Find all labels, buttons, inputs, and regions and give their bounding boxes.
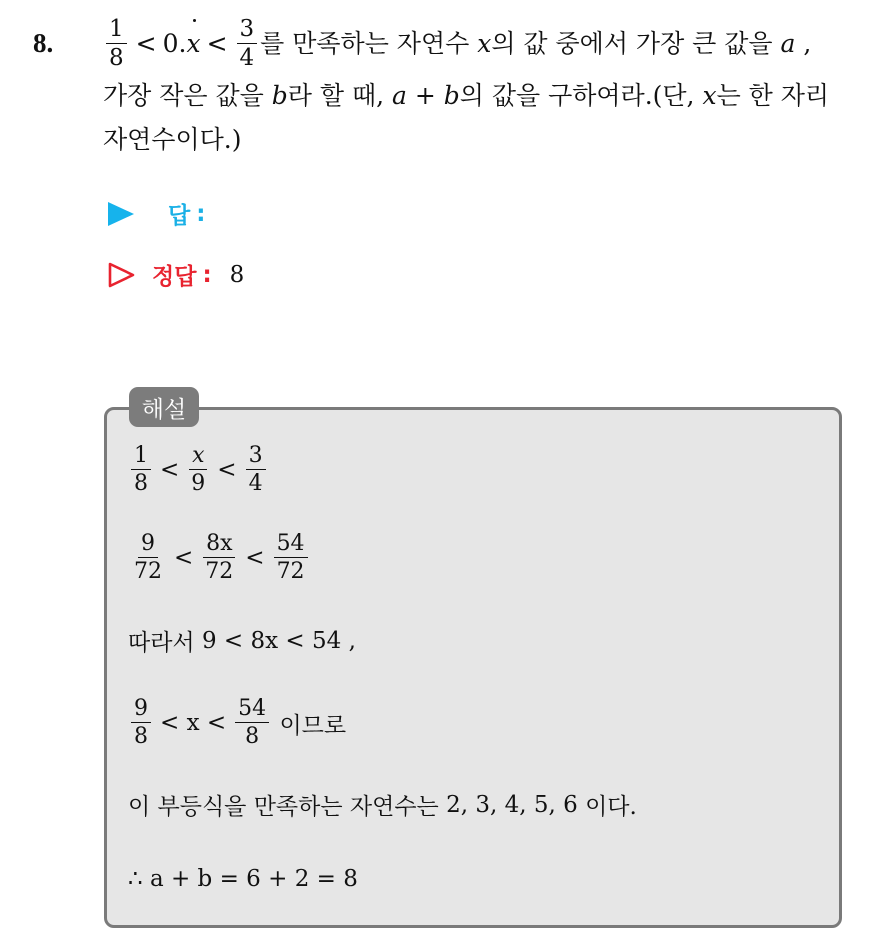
less-than-sign: < (174, 545, 194, 572)
correct-answer-label: 정답 (152, 264, 197, 290)
question-line-2 (103, 74, 863, 118)
fraction (235, 697, 269, 749)
fraction-numerator: 1 (106, 17, 127, 44)
solution-text: 따라서 (128, 630, 195, 656)
less-than-sign: < (160, 457, 180, 484)
fraction-denominator: 8 (109, 45, 124, 71)
solution-text: 이다. (585, 794, 637, 820)
correct-answer-value: 8 (229, 261, 245, 288)
less-than-sign: < (135, 29, 157, 58)
fraction (131, 444, 151, 496)
fraction-numerator: 9 (131, 697, 151, 723)
question-text-segment: 라 할 때, (287, 81, 385, 110)
fraction-numerator: 54 (235, 697, 269, 723)
inequality: 9 < 8x < 54 , (201, 627, 356, 654)
fraction-denominator: 72 (276, 559, 305, 585)
variable-a: a (780, 29, 796, 58)
fraction (188, 444, 208, 496)
fraction-denominator: 8 (134, 471, 148, 497)
correct-answer-colon: : (202, 261, 212, 288)
fraction-numerator: 3 (237, 17, 258, 44)
fraction-denominator: 8 (245, 724, 260, 750)
solution-conclusion: ∴ a + b = 6 + 2 = 8 (128, 866, 358, 892)
less-than-sign: < (217, 457, 237, 484)
less-than-sign: < (245, 545, 265, 572)
fraction-3-4 (237, 17, 258, 72)
question-number: 8. (33, 28, 54, 58)
fraction (131, 532, 165, 584)
fraction-numerator: x (189, 444, 207, 470)
fraction-1-8 (106, 17, 127, 72)
solution-step-3 (128, 624, 356, 657)
variable-b: b (271, 81, 288, 110)
question-text-segment: 를 만족하는 자연수 (260, 29, 470, 58)
question-text-segment: 의 값 중에서 가장 큰 값을 (491, 29, 773, 58)
fraction (246, 444, 266, 496)
play-triangle-icon (108, 202, 134, 226)
fraction-numerator: 8x (203, 532, 235, 558)
correct-answer-row (108, 258, 244, 291)
fraction (274, 532, 308, 584)
fraction-numerator: 3 (246, 444, 266, 470)
fraction-numerator: 9 (138, 532, 158, 558)
repeating-decimal-x: x (186, 22, 200, 66)
fraction-denominator: 9 (191, 471, 206, 497)
variable-x: x (702, 81, 717, 110)
answer-label: 답 (168, 203, 191, 229)
fraction-denominator: 8 (134, 724, 148, 750)
less-than-sign: < (206, 29, 228, 58)
fraction-denominator: 4 (239, 45, 255, 71)
fraction (202, 532, 236, 584)
fraction-denominator: 4 (248, 471, 263, 497)
fraction-numerator: 1 (131, 444, 151, 470)
answer-colon: : (196, 200, 206, 227)
solution-step-5 (128, 788, 637, 821)
solution-step-1 (128, 444, 269, 496)
solution-text: 이므로 (279, 712, 347, 739)
question-line-3: 자연수이다.) (103, 125, 242, 154)
fraction-denominator: 72 (205, 559, 234, 585)
comma: , (803, 29, 812, 58)
outline-triangle-icon (108, 262, 136, 288)
solution-tab-label: 해설 (129, 387, 199, 427)
inequality-middle: < x < (160, 710, 227, 737)
fraction (131, 697, 151, 749)
solution-text: 이 부등식을 만족하는 자연수는 (128, 794, 439, 820)
question-text (103, 14, 863, 162)
variable-x: x (477, 29, 492, 58)
answer-row (108, 197, 205, 230)
expression-a-plus-b: a + b (392, 81, 460, 110)
fraction-numerator: 54 (274, 532, 308, 558)
question-text-segment: 의 값을 구하여라.(단, (459, 81, 695, 110)
zero-point: 0. (162, 29, 187, 58)
natural-number-list: 2, 3, 4, 5, 6 (446, 791, 578, 818)
question-text-segment: 는 한 자리 (716, 81, 830, 110)
question-text-segment: 가장 작은 값을 (103, 81, 264, 110)
question-line-1 (103, 14, 863, 74)
solution-step-2 (128, 532, 311, 584)
solution-step-4 (128, 697, 346, 749)
fraction-denominator: 72 (134, 559, 162, 585)
